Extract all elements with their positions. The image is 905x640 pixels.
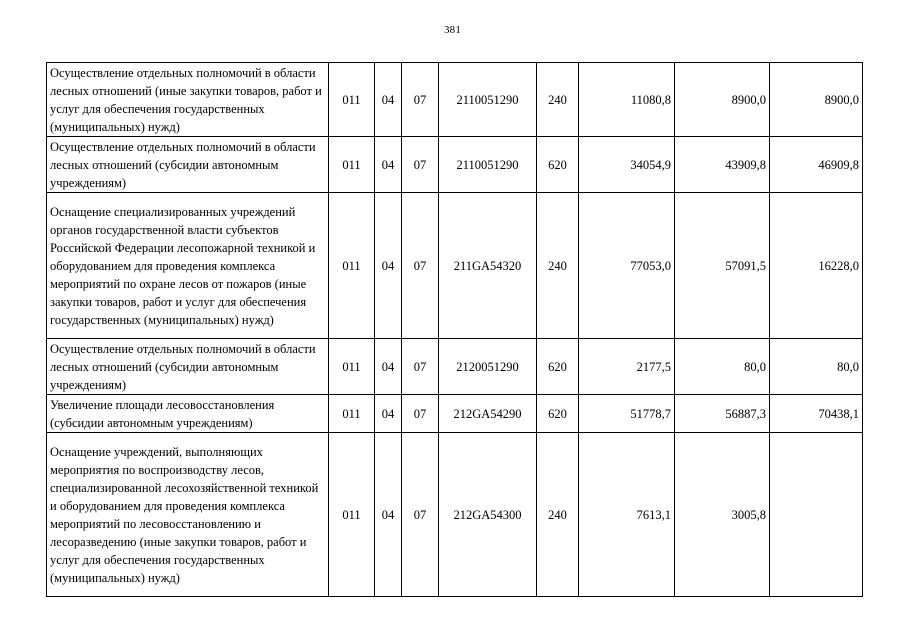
table-row xyxy=(47,193,863,339)
section-code: 04 xyxy=(375,339,402,395)
page-number: 381 xyxy=(443,24,462,36)
amount-year-2: 8900,0 xyxy=(675,63,770,137)
amount-year-3: 8900,0 xyxy=(770,63,863,137)
grbs-code: 011 xyxy=(329,395,375,433)
subsection-code: 07 xyxy=(402,137,439,193)
row-description: Осуществление отдельных полномочий в области лесных отношений (субсидии автономным учреждениям) xyxy=(47,137,329,193)
amount-year-1: 11080,8 xyxy=(579,63,675,137)
grbs-code: 011 xyxy=(329,193,375,339)
target-article-code: 2120051290 xyxy=(439,339,537,395)
amount-year-1: 34054,9 xyxy=(579,137,675,193)
row-description: Осуществление отдельных полномочий в области лесных отношений (иные закупки товаров, работ и услуг для обеспечения государственных (муниципальных) нужд) xyxy=(47,63,329,137)
expense-type-code: 620 xyxy=(537,395,579,433)
expense-type-code: 240 xyxy=(537,193,579,339)
amount-year-1: 7613,1 xyxy=(579,433,675,597)
grbs-code: 011 xyxy=(329,137,375,193)
table-row xyxy=(47,395,863,433)
expense-type-code: 240 xyxy=(537,63,579,137)
amount-year-2: 56887,3 xyxy=(675,395,770,433)
target-article-code: 211GA54320 xyxy=(439,193,537,339)
amount-year-3: 80,0 xyxy=(770,339,863,395)
subsection-code: 07 xyxy=(402,395,439,433)
section-code: 04 xyxy=(375,433,402,597)
expense-type-code: 620 xyxy=(537,137,579,193)
row-description: Увеличение площади лесовосстановления (субсидии автономным учреждениям) xyxy=(47,395,329,433)
subsection-code: 07 xyxy=(402,339,439,395)
amount-year-2: 3005,8 xyxy=(675,433,770,597)
table-row xyxy=(47,433,863,597)
target-article-code: 212GA54300 xyxy=(439,433,537,597)
amount-year-3: 46909,8 xyxy=(770,137,863,193)
amount-year-3 xyxy=(770,433,863,597)
row-description: Осуществление отдельных полномочий в области лесных отношений (субсидии автономным учреждениям) xyxy=(47,339,329,395)
grbs-code: 011 xyxy=(329,433,375,597)
section-code: 04 xyxy=(375,395,402,433)
row-description: Оснащение учреждений, выполняющих мероприятия по воспроизводству лесов, специализированной лесохозяйственной техникой и оборудованием для проведения комплекса мероприятий по лесовосстановлению и лесоразведению (иные закупки товаров, работ и услуг для обеспечения государственных (муниципальных) нужд) xyxy=(47,433,329,597)
table-row xyxy=(47,137,863,193)
amount-year-1: 51778,7 xyxy=(579,395,675,433)
section-code: 04 xyxy=(375,193,402,339)
amount-year-2: 43909,8 xyxy=(675,137,770,193)
row-description: Оснащение специализированных учреждений органов государственной власти субъектов Российской Федерации лесопожарной техникой и оборудованием для проведения комплекса мероприятий по охране лесов от пожаров (иные закупки товаров, работ и услуг для обеспечения государственных (муниципальных) нужд) xyxy=(47,193,329,339)
section-code: 04 xyxy=(375,63,402,137)
target-article-code: 2110051290 xyxy=(439,63,537,137)
budget-table xyxy=(46,62,863,597)
amount-year-1: 2177,5 xyxy=(579,339,675,395)
subsection-code: 07 xyxy=(402,193,439,339)
section-code: 04 xyxy=(375,137,402,193)
table-row xyxy=(47,339,863,395)
amount-year-1: 77053,0 xyxy=(579,193,675,339)
amount-year-2: 57091,5 xyxy=(675,193,770,339)
expense-type-code: 620 xyxy=(537,339,579,395)
amount-year-2: 80,0 xyxy=(675,339,770,395)
subsection-code: 07 xyxy=(402,63,439,137)
expense-type-code: 240 xyxy=(537,433,579,597)
table-row xyxy=(47,63,863,137)
amount-year-3: 16228,0 xyxy=(770,193,863,339)
target-article-code: 212GA54290 xyxy=(439,395,537,433)
subsection-code: 07 xyxy=(402,433,439,597)
grbs-code: 011 xyxy=(329,339,375,395)
amount-year-3: 70438,1 xyxy=(770,395,863,433)
target-article-code: 2110051290 xyxy=(439,137,537,193)
grbs-code: 011 xyxy=(329,63,375,137)
